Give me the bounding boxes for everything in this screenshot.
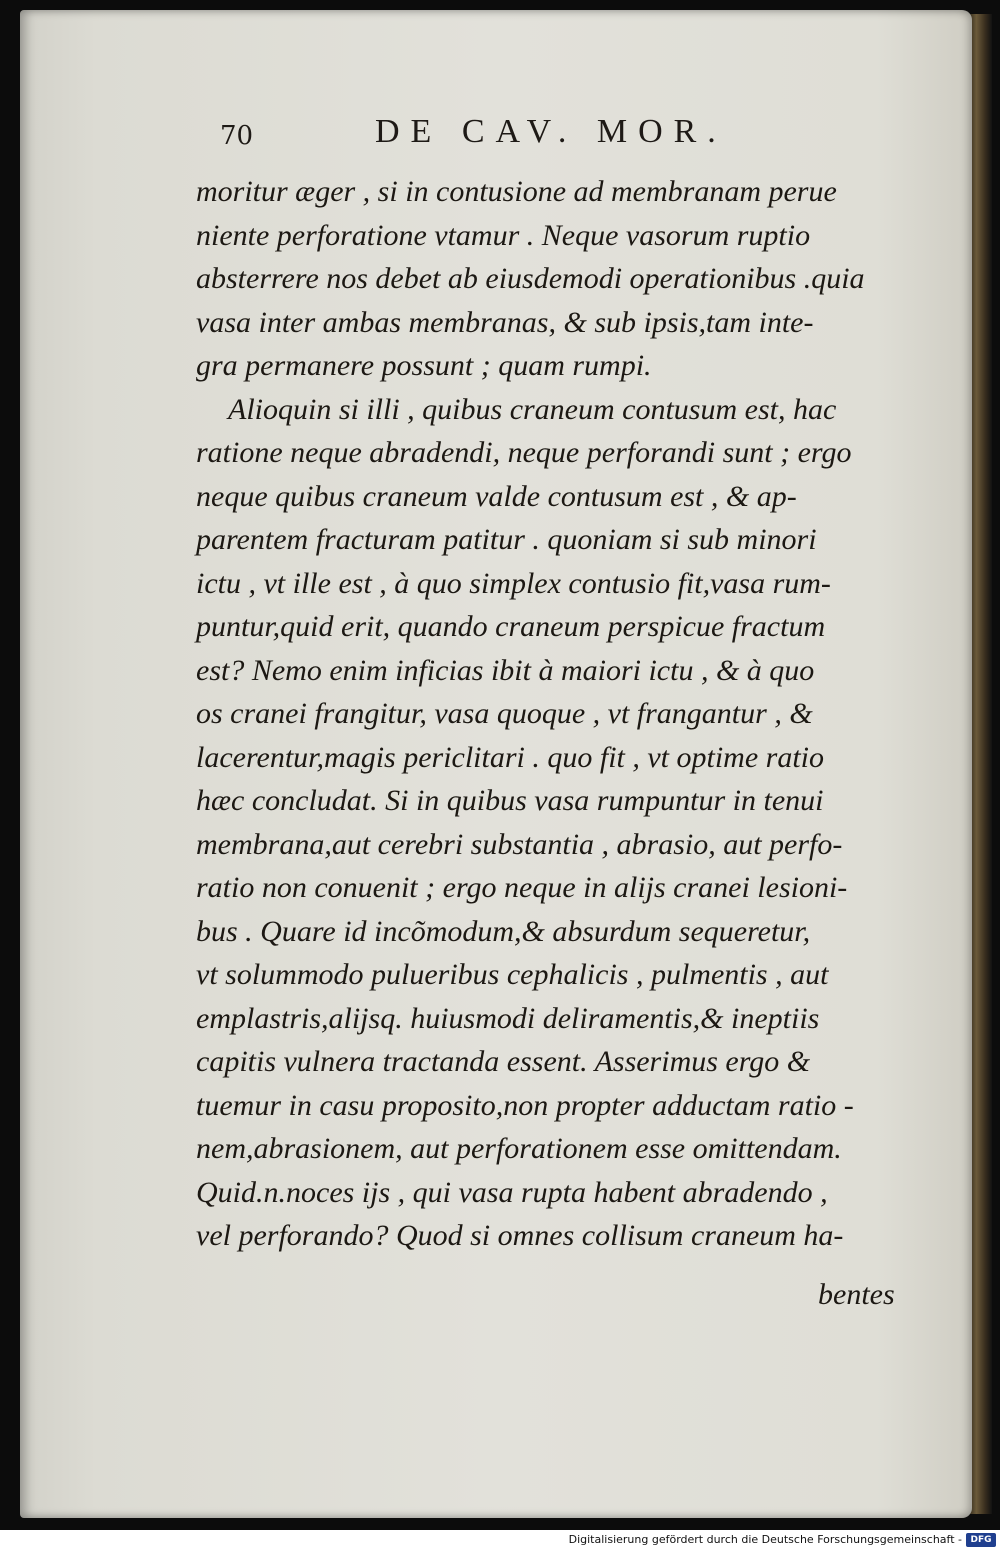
page-number: 70 — [220, 121, 254, 151]
text-line: neque quibus craneum valde contusum est , & ap- — [196, 479, 797, 513]
text-line: gra permanere possunt ; quam rumpi. — [196, 349, 652, 382]
running-title: DE CAV. MOR. — [375, 113, 727, 150]
dfg-logo-icon: DFG — [966, 1533, 996, 1547]
text-line: capitis vulnera tractanda essent. Asserimus ergo & — [196, 1045, 811, 1078]
text-line: lacerentur,magis periclitari . quo fit , vt optime ratio — [196, 740, 825, 774]
text-line: ratio non conuenit ; ergo neque in alijs cranei lesioni- — [196, 871, 848, 904]
text-line: ratione neque abradendi, neque perforandi sunt ; ergo — [196, 436, 852, 469]
text-line-paragraph-start: Alioquin si illi , quibus craneum contusum est, hac — [228, 392, 837, 426]
text-line: Quid.n.noces ijs , qui vasa rupta habent abradendo , — [196, 1175, 828, 1209]
running-head — [200, 113, 740, 153]
catchword: bentes — [818, 1278, 895, 1311]
text-line: emplastris,alijsq. huiusmodi deliramentis,& ineptiis — [196, 1001, 820, 1035]
text-line: hæc concludat. Si in quibus vasa rumpuntur in tenui — [196, 784, 824, 817]
text-line: ictu , vt ille est , à quo simplex contusio fit,vasa rum- — [196, 566, 831, 600]
text-line: moritur æger , si in contusione ad membranam perue — [196, 175, 837, 208]
text-line: vt solummodo pulueribus cephalicis , pulmentis , aut — [196, 958, 829, 991]
text-line: membrana,aut cerebri substantia , abrasio, aut perfo- — [196, 827, 843, 861]
text-line: niente perforatione vtamur . Neque vasorum ruptio — [196, 218, 811, 252]
text-line: est? Nemo enim inficias ibit à maiori ictu , & à quo — [196, 653, 815, 687]
digitization-footer — [0, 1530, 1000, 1551]
text-line: nem,abrasionem, aut perforationem esse omittendam. — [196, 1132, 842, 1165]
text-line: tuemur in casu proposito,non propter adductam ratio - — [196, 1088, 854, 1122]
text-line: parentem fracturam patitur . quoniam si sub minori — [196, 523, 817, 556]
funding-credit: Digitalisierung gefördert durch die Deutsche Forschungsgemeinschaft - — [568, 1533, 962, 1546]
text-line: puntur,quid erit, quando craneum perspicue fractum — [196, 610, 826, 643]
text-line: absterrere nos debet ab eiusdemodi operationibus .quia — [196, 262, 865, 295]
text-line: bus . Quare id incõmodum,& absurdum sequeretur, — [196, 914, 811, 948]
text-line: vel perforando? Quod si omnes collisum craneum ha- — [196, 1219, 844, 1252]
text-line: os cranei frangitur, vasa quoque , vt frangantur , & — [196, 697, 813, 730]
text-line: vasa inter ambas membranas, & sub ipsis,tam inte- — [196, 305, 814, 339]
body-text — [196, 170, 936, 1258]
